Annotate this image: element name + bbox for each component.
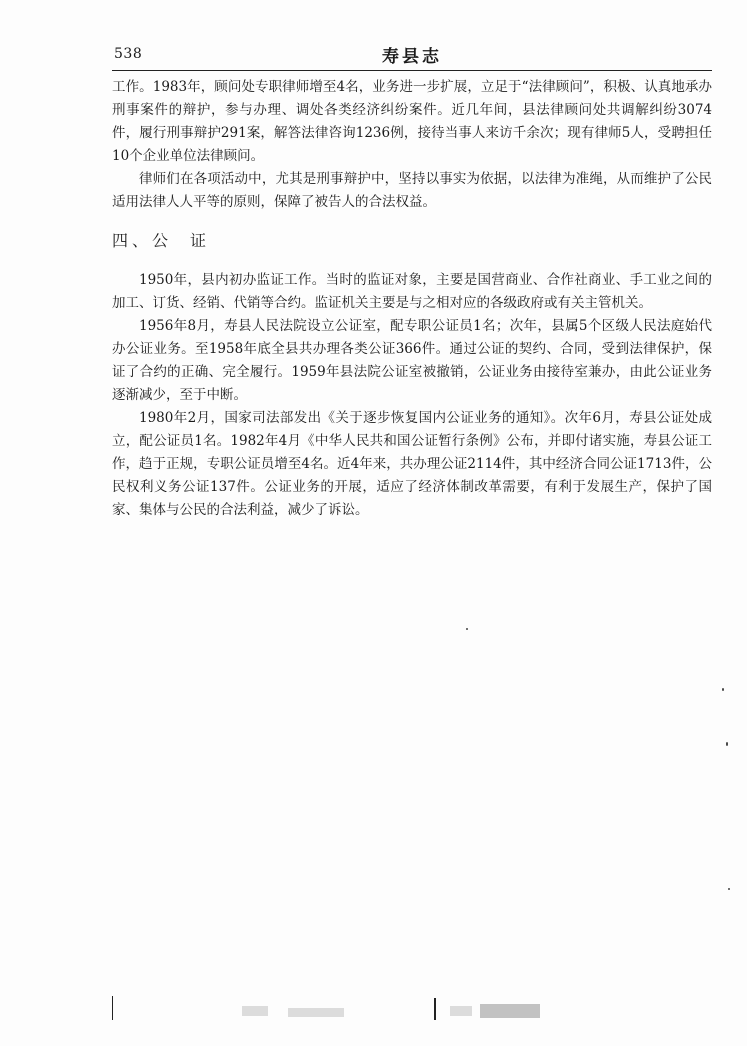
page-header [112,42,712,68]
section-number: 四、 [112,231,153,250]
paragraph-1950: 1950年，县内初办监证工作。当时的监证对象，主要是国营商业、合作社商业、手工业之间的加工、订货、经销、代销等合约。监证机关主要是与之相对应的各级政府或有关主管机关。 [112,272,712,311]
running-title: 寿县志 [382,47,442,67]
header-rule [112,70,712,71]
paragraph-continuation: 工作。1983年，顾问处专职律师增至4名，业务进一步扩展，立足于“法律顾问”，积极、认真地承办刑事案件的辩护，参与办理、调处各类经济纠纷案件。近几年间，县法律顾问处共调解纠纷3074件，履行刑事辩护291案，解答法律咨询1236例，接待当事人来访千余次；现有律师5人，受聘担任10个企业单位法律顾问。 [112,79,712,164]
scan-edge-noise [112,996,712,1026]
section-title-part2: 证 [190,231,211,250]
page-number: 538 [114,46,143,62]
body-text [112,76,712,522]
paragraph-lawyers: 律师们在各项活动中，尤其是刑事辩护中，坚持以事实为依据，以法律为准绳，从而维护了公民适用法律人人平等的原则，保障了被告人的合法权益。 [112,171,712,210]
section-title-part1: 公 [152,231,173,250]
section-heading [112,229,712,252]
paragraph-1956: 1956年8月，寿县人民法院设立公证室，配专职公证员1名；次年，县属5个区级人民法庭始代办公证业务。至1958年底全县共办理各类公证366件。通过公证的契约、合同，受到法律保护，保证了合约的正确、完全履行。1959年县法院公证室被撤销，公证业务由接待室兼办，由此公证业务逐渐减少，至于中断。 [112,318,712,403]
paragraph-1980: 1980年2月，国家司法部发出《关于逐步恢复国内公证业务的通知》。次年6月，寿县公证处成立，配公证员1名。1982年4月《中华人民共和国公证暂行条例》公布，并即付诸实施，寿县公证工作，趋于正规，专职公证员增至4名。近4年来，共办理公证2114件，其中经济合同公证1713件，公民权利义务公证137件。公证业务的开展，适应了经济体制改革需要，有利于发展生产，保护了国家、集体与公民的合法利益，减少了诉讼。 [112,410,712,518]
